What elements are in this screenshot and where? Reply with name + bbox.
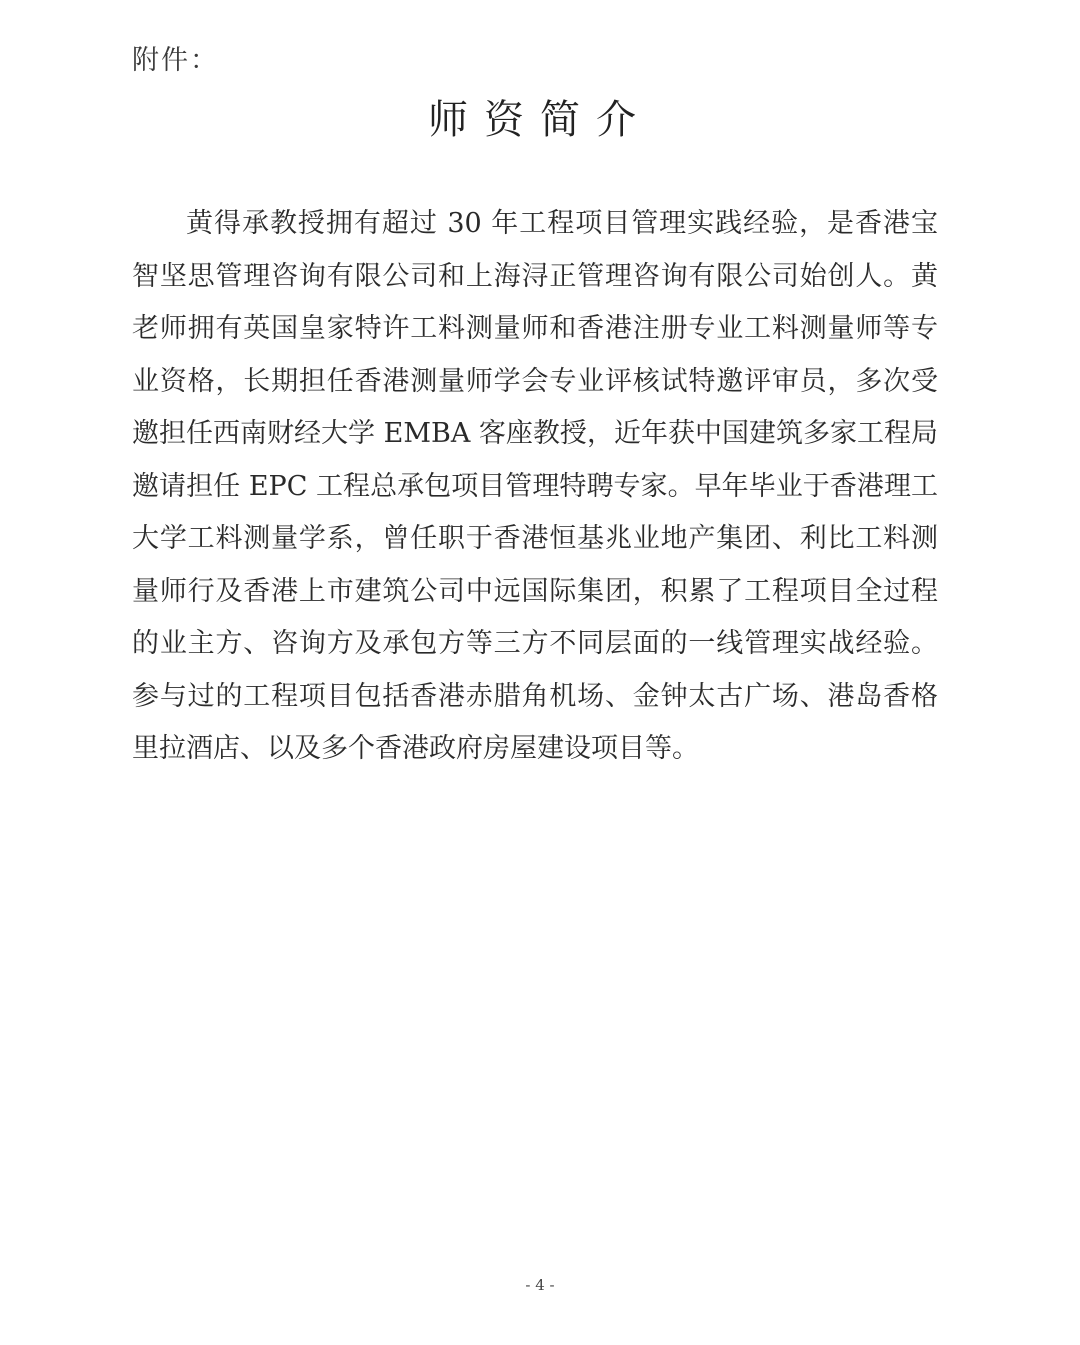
- attachment-label: 附件：: [132, 45, 219, 76]
- document-title: 师资简介: [428, 97, 652, 143]
- body-paragraph: 黄得承教授拥有超过 30 年工程项目管理实践经验，是香港宝智坚思管理咨询有限公司和上海浔正管理咨询有限公司始创人。黄老师拥有英国皇家特许工料测量师和香港注册专业工料测量师等专业资格，长期担任香港测量师学会专业评核试特邀评审员，多次受邀担任西南财经大学 EMBA 客座教授，近年获中国建筑多家工程局邀请担任 EPC 工程总承包项目管理特聘专家。早年毕业于香港理工大学工料测量学系，曾任职于香港恒基兆业地产集团、利比工料测量师行及香港上市建筑公司中远国际集团，积累了工程项目全过程的业主方、咨询方及承包方等三方不同层面的一线管理实战经验。参与过的工程项目包括香港赤腊角机场、金钟太古广场、港岛香格里拉酒店、以及多个香港政府房屋建设项目等。: [132, 208, 938, 764]
- page-number: - 4 -: [525, 1276, 555, 1294]
